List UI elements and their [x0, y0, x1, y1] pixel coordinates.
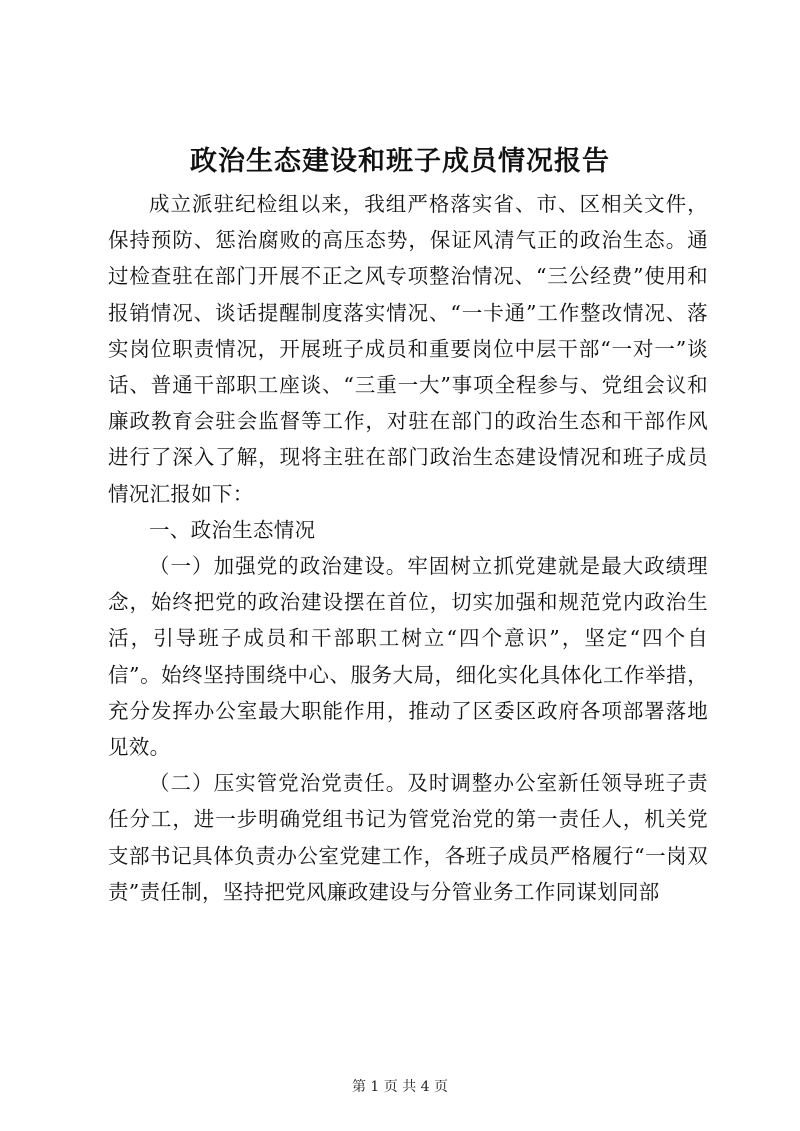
intro-paragraph: 成立派驻纪检组以来，我组严格落实省、市、区相关文件，保持预防、惩治腐败的高压态势，保证风清气正的政治生态。通过检查驻在部门开展不正之风专项整治情况、“三公经费”使用和报销情况、谈话提醒制度落实情况、“一卡通”工作整改情况、落实岗位职责情况，开展班子成员和重要岗位中层干部“一对一”谈话、普通干部职工座谈、“三重一大”事项全程参与、党组会议和廉政教育会驻会监督等工作，对驻在部门的政治生态和干部作风进行了深入了解，现将主驻在部门政治生态建设情况和班子成员情况汇报如下： — [108, 192, 708, 506]
document-body — [108, 186, 708, 910]
document-title: 政治生态建设和班子成员情况报告 — [190, 146, 610, 177]
subsection-paragraph-2: （二）压实管党治党责任。及时调整办公室新任领导班子责任分工，进一步明确党组书记为管党治党的第一责任人，机关党支部书记具体负责办公室党建工作，各班子成员严格履行“一岗双责”责任制，坚持把党风廉政建设与分管业务工作同谋划同部 — [108, 771, 708, 904]
page-number-footer: 第 1 页 共 4 页 — [351, 1079, 449, 1095]
subsection-paragraph-1: （一）加强党的政治建设。牢固树立抓党建就是最大政绩理念，始终把党的政治建设摆在首位，切实加强和规范党内政治生活，引导班子成员和干部职工树立“四个意识”，坚定“四个自信”。始终坚持围绕中心、服务大局，细化实化具体化工作举措，充分发挥办公室最大职能作用，推动了区委区政府各项部署落地见效。 — [108, 554, 708, 760]
section-heading-political-ecology: 一、政治生态情况 — [149, 517, 316, 542]
